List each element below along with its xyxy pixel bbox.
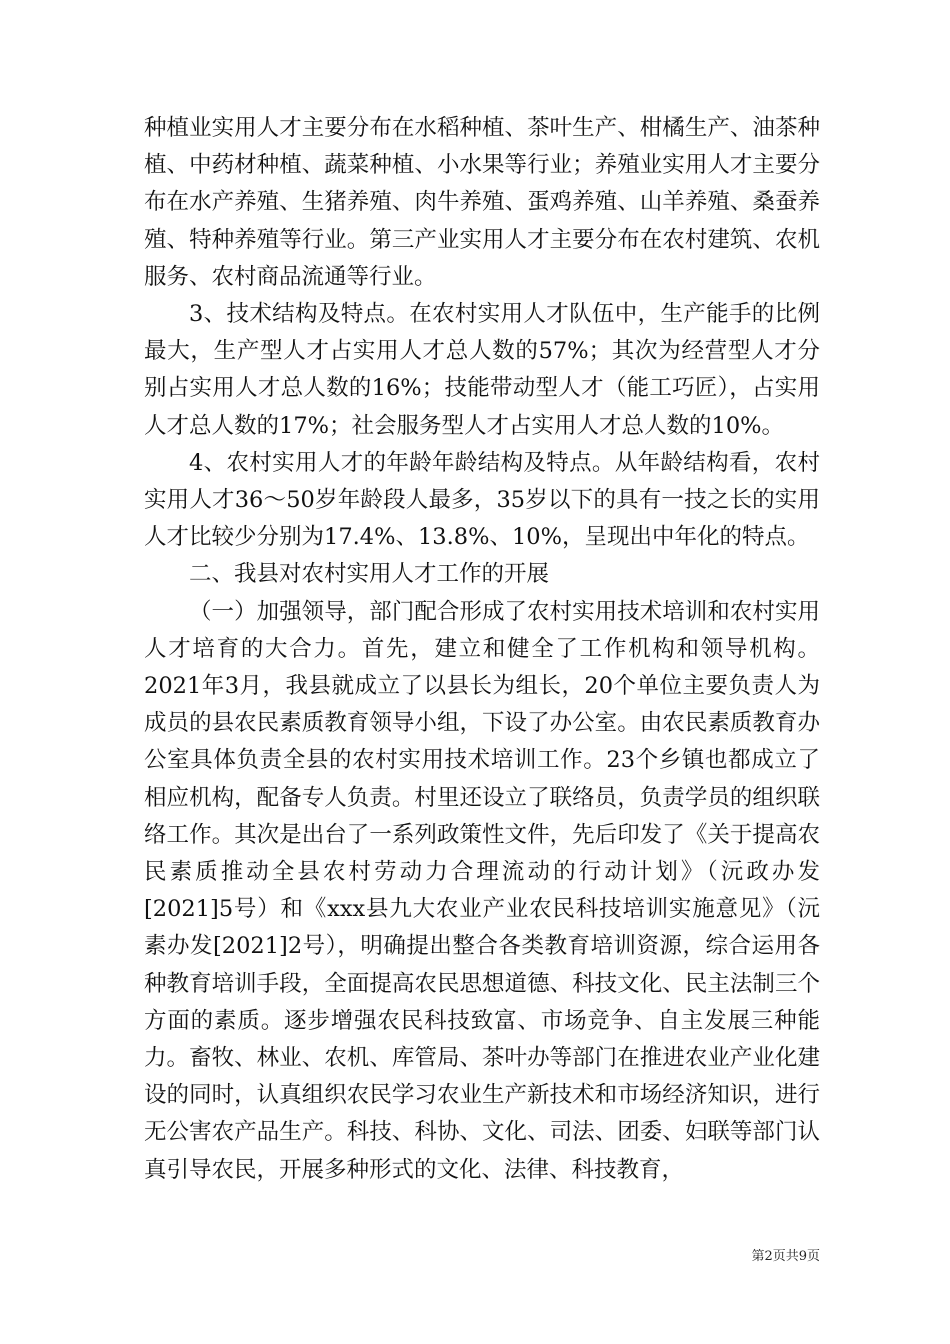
paragraph-industry-distribution: 种植业实用人才主要分布在水稻种植、茶叶生产、柑橘生产、油茶种植、中药材种植、蔬菜种植、小水果等行业；养殖业实用人才主要分布在水产养殖、生猪养殖、肉牛养殖、蛋鸡养殖、山羊养殖、桑蚕养殖、特种养殖等行业。第三产业实用人才主要分布在农村建筑、农机服务、农村商品流通等行业。 [144, 115, 820, 290]
paragraph-leadership: （一）加强领导，部门配合形成了农村实用技术培训和农村实用人才培育的大合力。首先，建立和健全了工作机构和领导机构。2021年3月，我县就成立了以县长为组长，20个单位主要负责人为成员的县农民素质教育领导小组，下设了办公室。由农民素质教育办公室具体负责全县的农村实用技术培训工作。23个乡镇也都成立了相应机构，配备专人负责。村里还设立了联络员，负责学员的组织联络工作。其次是出台了一系列政策性文件，先后印发了《关于提高农民素质推动全县农村劳动力合理流动的行动计划》（沅政办发[2021]5号）和《xxx县九大农业产业农民科技培训实施意见》（沅素办发[2021]2号），明确提出整合各类教育培训资源，综合运用各种教育培训手段，全面提高农民思想道德、科技文化、民主法制三个方面的素质。逐步增强农民科技致富、市场竞争、自主发展三种能力。畜牧、林业、农机、库管局、茶叶办等部门在推进农业产业化建设的同时，认真组织农民学习农业生产新技术和市场经济知识，进行无公害农产品生产。科技、科协、文化、司法、团委、妇联等部门认真引导农民，开展多种形式的文化、法律、科技教育， [144, 598, 820, 1183]
section-heading: 二、我县对农村实用人才工作的开展 [189, 561, 550, 588]
page-number: 第2页共9页 [751, 1249, 820, 1264]
paragraph-age-structure: 4、农村实用人才的年龄年龄结构及特点。从年龄结构看，农村实用人才36～50岁年龄段人最多，35岁以下的具有一技之长的实用人才比较少分别为17.4%、13.8%、10%，呈现出中年化的特点。 [144, 449, 820, 551]
paragraph-technical-structure: 3、技术结构及特点。在农村实用人才队伍中，生产能手的比例最大，生产型人才占实用人才总人数的57%；其次为经营型人才分别占实用人才总人数的16%；技能带动型人才（能工巧匠），占实用人才总人数的17%；社会服务型人才占实用人才总人数的10%。 [144, 301, 820, 439]
document-body [144, 110, 820, 1189]
